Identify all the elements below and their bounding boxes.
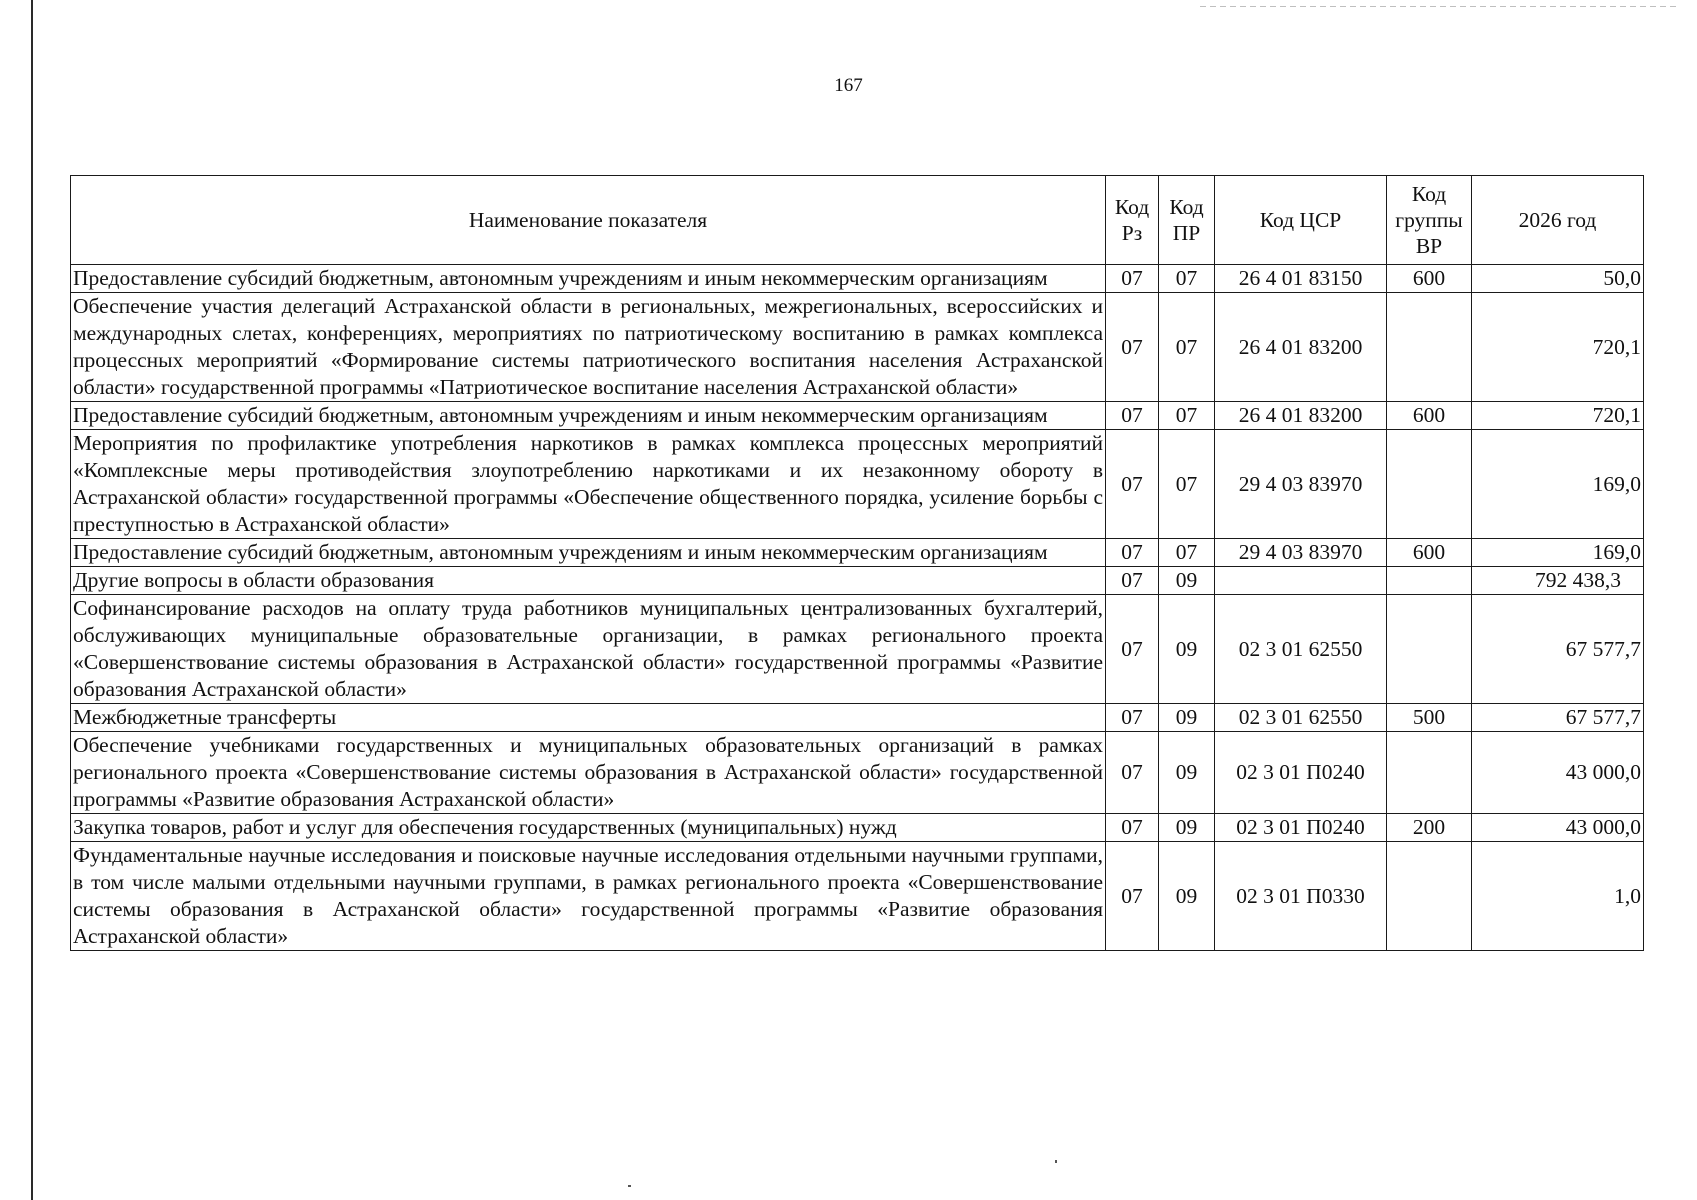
row-pr: 07 <box>1159 293 1215 402</box>
row-name: Предоставление субсидий бюджетным, автономным учреждениям и иным некоммерческим организациям <box>71 265 1106 293</box>
row-pr: 07 <box>1159 402 1215 430</box>
row-pr: 09 <box>1159 842 1215 951</box>
table-row <box>71 595 1644 704</box>
row-vr <box>1387 293 1472 402</box>
row-amount: 792 438,3 <box>1472 567 1644 595</box>
header-rz: Код Рз <box>1106 176 1159 265</box>
page-number: 167 <box>834 75 863 96</box>
row-name: Обеспечение учебниками государственных и муниципальных образовательных организаций в рамках регионального проекта «Совершенствование системы образования в Астраханской области» государственной программы «Развитие образования Астраханской области» <box>71 732 1106 814</box>
table-row <box>71 814 1644 842</box>
table-row <box>71 842 1644 951</box>
row-amount: 720,1 <box>1472 293 1644 402</box>
scan-edge-top <box>1200 6 1680 7</box>
table-header-row <box>71 176 1644 265</box>
row-vr: 600 <box>1387 402 1472 430</box>
row-csr: 02 3 01 62550 <box>1215 704 1387 732</box>
row-csr: 26 4 01 83200 <box>1215 293 1387 402</box>
row-name: Закупка товаров, работ и услуг для обеспечения государственных (муниципальных) нужд <box>71 814 1106 842</box>
row-amount: 169,0 <box>1472 539 1644 567</box>
row-amount: 720,1 <box>1472 402 1644 430</box>
row-vr: 500 <box>1387 704 1472 732</box>
row-vr <box>1387 430 1472 539</box>
scan-speck <box>1055 1160 1057 1163</box>
row-name: Обеспечение участия делегаций Астраханской области в региональных, межрегиональных, всероссийских и международных слетах, конференциях, мероприятиях по патриотическому воспитанию в рамках комплекса процессных мероприятий «Формирование системы патриотического воспитания населения Астраханской области» государственной программы «Патриотическое воспитание населения Астраханской области» <box>71 293 1106 402</box>
row-amount: 67 577,7 <box>1472 704 1644 732</box>
row-vr <box>1387 842 1472 951</box>
row-pr: 09 <box>1159 704 1215 732</box>
row-csr: 26 4 01 83200 <box>1215 402 1387 430</box>
row-rz: 07 <box>1106 595 1159 704</box>
row-vr: 200 <box>1387 814 1472 842</box>
table-row <box>71 430 1644 539</box>
table-row <box>71 265 1644 293</box>
scan-speck <box>628 1185 631 1187</box>
row-csr: 29 4 03 83970 <box>1215 539 1387 567</box>
row-rz: 07 <box>1106 842 1159 951</box>
row-name: Другие вопросы в области образования <box>71 567 1106 595</box>
row-pr: 07 <box>1159 265 1215 293</box>
budget-table <box>70 175 1644 951</box>
table-row <box>71 732 1644 814</box>
table-row <box>71 293 1644 402</box>
row-name: Мероприятия по профилактике употребления наркотиков в рамках комплекса процессных мероприятий «Комплексные меры противодействия злоупотреблению наркотиками и их незаконному обороту в Астраханской области» государственной программы «Обеспечение общественного порядка, усиление борьбы с преступностью в Астраханской области» <box>71 430 1106 539</box>
row-rz: 07 <box>1106 567 1159 595</box>
row-vr: 600 <box>1387 539 1472 567</box>
row-vr: 600 <box>1387 265 1472 293</box>
row-name: Софинансирование расходов на оплату труда работников муниципальных централизованных бухгалтерий, обслуживающих муниципальные образовательные организации, в рамках регионального проекта «Совершенствование системы образования в Астраханской области» государственной программы «Развитие образования Астраханской области» <box>71 595 1106 704</box>
row-csr: 02 3 01 62550 <box>1215 595 1387 704</box>
row-amount: 50,0 <box>1472 265 1644 293</box>
header-name: Наименование показателя <box>71 176 1106 265</box>
row-pr: 09 <box>1159 595 1215 704</box>
header-vr: Код группы ВР <box>1387 176 1472 265</box>
header-csr: Код ЦСР <box>1215 176 1387 265</box>
row-amount: 1,0 <box>1472 842 1644 951</box>
row-csr: 29 4 03 83970 <box>1215 430 1387 539</box>
table-row <box>71 402 1644 430</box>
row-rz: 07 <box>1106 704 1159 732</box>
row-pr: 09 <box>1159 814 1215 842</box>
row-pr: 07 <box>1159 539 1215 567</box>
scan-edge-left <box>31 0 33 1200</box>
row-pr: 07 <box>1159 430 1215 539</box>
row-amount: 169,0 <box>1472 430 1644 539</box>
row-pr: 09 <box>1159 732 1215 814</box>
row-vr <box>1387 567 1472 595</box>
table-row <box>71 704 1644 732</box>
row-csr <box>1215 567 1387 595</box>
row-rz: 07 <box>1106 402 1159 430</box>
row-rz: 07 <box>1106 539 1159 567</box>
row-vr <box>1387 595 1472 704</box>
row-name: Предоставление субсидий бюджетным, автономным учреждениям и иным некоммерческим организациям <box>71 402 1106 430</box>
row-amount: 67 577,7 <box>1472 595 1644 704</box>
row-name: Межбюджетные трансферты <box>71 704 1106 732</box>
row-rz: 07 <box>1106 265 1159 293</box>
row-amount: 43 000,0 <box>1472 814 1644 842</box>
row-rz: 07 <box>1106 293 1159 402</box>
table-row <box>71 539 1644 567</box>
row-csr: 02 3 01 П0240 <box>1215 814 1387 842</box>
row-csr: 26 4 01 83150 <box>1215 265 1387 293</box>
header-year: 2026 год <box>1472 176 1644 265</box>
row-pr: 09 <box>1159 567 1215 595</box>
table-row <box>71 567 1644 595</box>
row-name: Предоставление субсидий бюджетным, автономным учреждениям и иным некоммерческим организациям <box>71 539 1106 567</box>
row-rz: 07 <box>1106 732 1159 814</box>
row-amount: 43 000,0 <box>1472 732 1644 814</box>
row-rz: 07 <box>1106 814 1159 842</box>
row-rz: 07 <box>1106 430 1159 539</box>
row-vr <box>1387 732 1472 814</box>
row-csr: 02 3 01 П0330 <box>1215 842 1387 951</box>
header-pr: Код ПР <box>1159 176 1215 265</box>
row-name: Фундаментальные научные исследования и поисковые научные исследования отдельными научными группами, в том числе малыми отдельными научными группами, в рамках регионального проекта «Совершенствование системы образования в Астраханской области» государственной программы «Развитие образования Астраханской области» <box>71 842 1106 951</box>
row-csr: 02 3 01 П0240 <box>1215 732 1387 814</box>
